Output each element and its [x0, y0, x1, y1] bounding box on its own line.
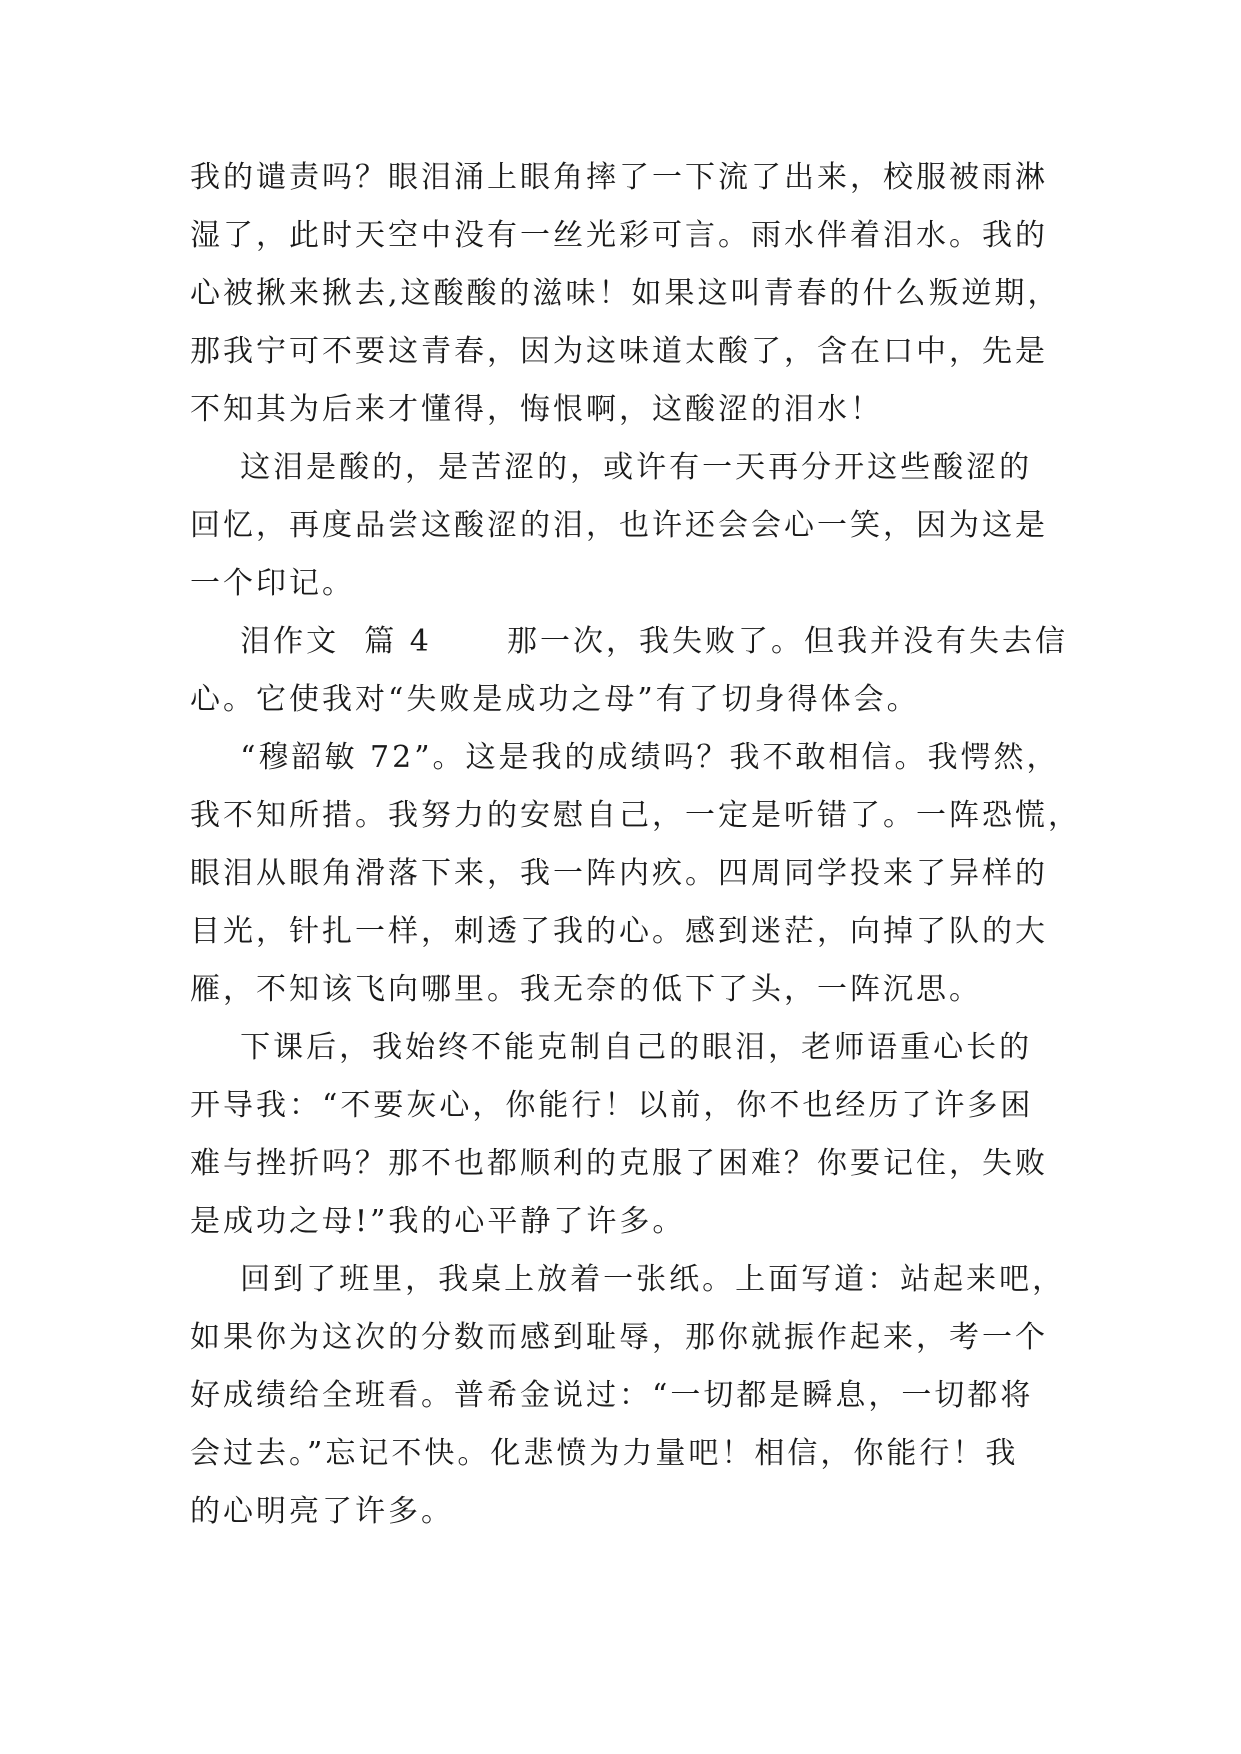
text-line: 我不知所措。我努力的安慰自己，一定是听错了。一阵恐慌， [190, 798, 1081, 833]
text-line: 湿了，此时天空中没有一丝光彩可言。雨水伴着泪水。我的 [190, 218, 1048, 253]
text-line: 开导我：“不要灰心，你能行！以前，你不也经历了许多困 [190, 1088, 1034, 1123]
text-line: 心。它使我对“失败是成功之母”有了切身得体会。 [190, 682, 920, 717]
text-line: 目光，针扎一样，刺透了我的心。感到迷茫，向掉了队的大 [190, 914, 1048, 949]
text-line: 雁，不知该飞向哪里。我无奈的低下了头，一阵沉思。 [190, 972, 982, 1007]
text-line: 我的谴责吗？眼泪涌上眼角摔了一下流了出来，校服被雨淋 [190, 160, 1048, 195]
text-line: 如果你为这次的分数而感到耻辱，那你就振作起来，考一个 [190, 1320, 1048, 1355]
section-heading-line: 泪作文 篇 4 那一次，我失败了。但我并没有失去信 [190, 624, 1069, 659]
text-line: 是成功之母!”我的心平静了许多。 [190, 1204, 686, 1239]
text-line: 那我宁可不要这青春，因为这味道太酸了，含在口中，先是 [190, 334, 1048, 369]
text-line: 会过去。”忘记不快。化悲愤为力量吧！相信，你能行！我 [190, 1436, 1019, 1471]
text-line: 这泪是酸的，是苦涩的，或许有一天再分开这些酸涩的 [190, 450, 1033, 485]
text-line: 不知其为后来才懂得，悔恨啊，这酸涩的泪水！ [190, 392, 883, 427]
text-line: 一个印记。 [190, 566, 355, 601]
text-line: “穆韶敏 72”。这是我的成绩吗？我不敢相信。我愕然， [190, 740, 1060, 775]
text-line: 下课后，我始终不能克制自己的眼泪，老师语重心长的 [190, 1030, 1033, 1065]
text-line: 好成绩给全班看。普希金说过：“一切都是瞬息，一切都将 [190, 1378, 1034, 1413]
text-line: 心被揪来揪去,这酸酸的滋味！如果这叫青春的什么叛逆期， [190, 276, 1061, 311]
text-line: 眼泪从眼角滑落下来，我一阵内疚。四周同学投来了异样的 [190, 856, 1048, 891]
text-line: 难与挫折吗？那不也都顺利的克服了困难？你要记住，失败 [190, 1146, 1048, 1181]
text-line: 的心明亮了许多。 [190, 1494, 454, 1529]
text-line: 回到了班里，我桌上放着一张纸。上面写道：站起来吧， [190, 1262, 1066, 1297]
text-line: 回忆，再度品尝这酸涩的泪，也许还会会心一笑，因为这是 [190, 508, 1048, 543]
